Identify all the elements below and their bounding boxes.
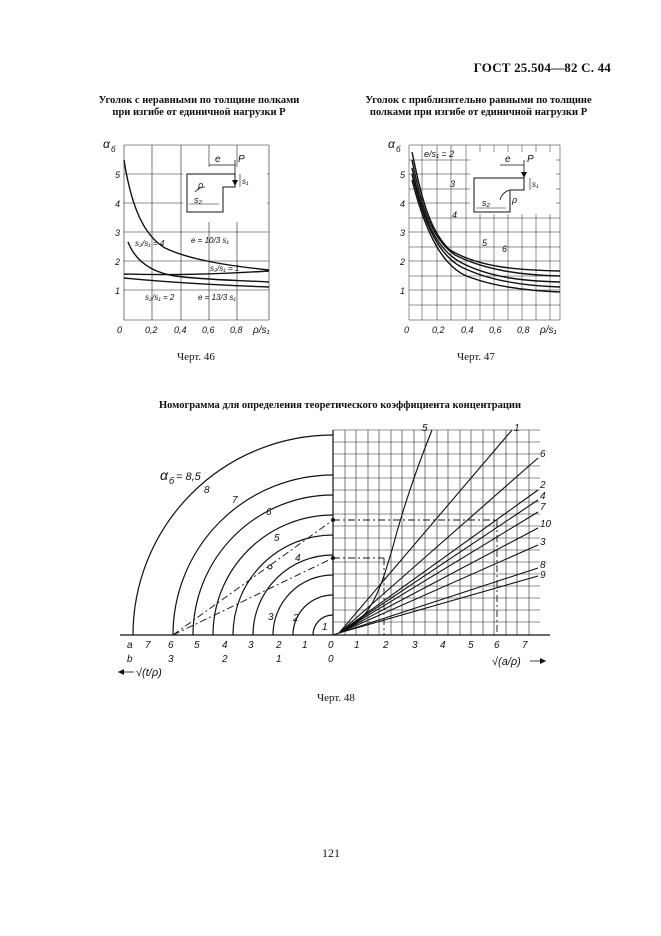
- chart47-ytick-5: 5: [400, 170, 406, 180]
- nomogram-scale-a: [127, 640, 334, 651]
- nomogram-example-point-hollow: [268, 565, 272, 569]
- nomogram-b-0: 0: [328, 654, 334, 665]
- nomogram-line-label-9: 9: [540, 570, 546, 581]
- nomogram-arcs: [133, 435, 333, 635]
- nomogram-scale-right: [354, 640, 528, 651]
- chart46-figure: [95, 130, 285, 340]
- nomogram-alpha-symbol: α: [160, 467, 168, 483]
- chart46-inset: [183, 154, 267, 222]
- chart46-title-line2: при изгибе от единичной нагрузки P: [112, 107, 286, 118]
- chart46-curve-ratio2: [124, 278, 269, 287]
- chart47-xtick-0.8: 0,8: [517, 325, 530, 335]
- chart47-inset: [470, 152, 556, 214]
- chart46-ratio1-label: s₂/s₁ = 1: [210, 264, 240, 273]
- nomogram-a-5: 5: [194, 640, 200, 651]
- chart46-inset-p: P: [238, 154, 245, 165]
- nomogram-arc-7: [193, 495, 333, 635]
- chart47-y-symbol: α: [388, 137, 395, 151]
- nomogram-arc-label-4: 4: [295, 553, 301, 564]
- chart47-figure: [380, 130, 590, 340]
- chart47-label-5: 5: [482, 238, 488, 248]
- nomogram-a-4: 4: [222, 640, 228, 651]
- chart47-ytick-3: 3: [400, 228, 406, 238]
- nomogram-b-2: 2: [222, 654, 228, 665]
- chart46-xtick-0.8: 0,8: [230, 325, 243, 335]
- nomogram-left-arrow: [118, 669, 134, 675]
- nomogram-alpha-value: = 8,5: [176, 471, 201, 483]
- nomogram-line-2: [339, 490, 538, 633]
- chart46-xtick-0.6: 0,6: [202, 325, 215, 335]
- chart47-label-3: 3: [450, 179, 456, 189]
- nomogram-line-label-6: 6: [540, 449, 546, 460]
- nomogram-lines: [333, 430, 538, 635]
- nomogram-line-10: [339, 528, 538, 633]
- nomogram-a-6: 6: [168, 640, 174, 651]
- nomogram-scale-a-name: a: [127, 640, 133, 651]
- nomogram-left-axis-label: √(t/ρ): [136, 667, 162, 679]
- chart47-title: [356, 95, 601, 119]
- chart47-title-line1: Уголок с приблизительно равными по толщине: [365, 95, 592, 106]
- chart47-label-e2: e/s₁ = 2: [424, 149, 455, 159]
- nomogram-line-label-2: 2: [540, 480, 546, 491]
- nomogram-r-4: 4: [440, 640, 446, 651]
- nomogram-alpha-sub: б: [169, 476, 175, 486]
- nomogram-caption: Черт. 48: [317, 692, 355, 704]
- chart47-ytick-4: 4: [400, 199, 406, 209]
- chart46-xtick-0.4: 0,4: [174, 325, 187, 335]
- nomogram-arc-label-5: 5: [274, 533, 280, 544]
- nomogram-arc-label-8: 8: [204, 485, 210, 496]
- nomogram-a-0: 0: [328, 640, 334, 651]
- chart46-ytick-1: 1: [115, 286, 121, 296]
- chart47-label-6: 6: [502, 244, 508, 254]
- nomogram-r-1: 1: [354, 640, 360, 651]
- nomogram-line-9: [339, 576, 538, 633]
- nomogram-arc-label-2: 2: [293, 613, 299, 624]
- nomogram-line-6: [339, 458, 538, 633]
- nomogram-arc-label-3: 3: [268, 612, 274, 623]
- chart46-title-line1: Уголок с неравными по толщине полками: [98, 95, 300, 106]
- nomogram-arc-85: [133, 435, 333, 635]
- nomogram-line-label-5: 5: [422, 423, 428, 434]
- nomogram-a-2: 2: [276, 640, 282, 651]
- nomogram-arc-label-1: 1: [322, 622, 328, 633]
- chart46-e-formula2: e = 13/3 s₁: [198, 293, 236, 302]
- chart46-title: [84, 95, 314, 119]
- nomogram-a-3: 3: [248, 640, 254, 651]
- chart46-ytick-4: 4: [115, 199, 121, 209]
- chart47-caption: Черт. 47: [457, 351, 495, 363]
- chart47-ytick-1: 1: [400, 286, 406, 296]
- chart46-inset-s1: s₁: [242, 177, 249, 186]
- nomogram-arc-label-7: 7: [232, 495, 238, 506]
- chart46-x-label: ρ/s₁: [253, 325, 270, 336]
- chart46-inset-s2: s₂: [194, 195, 202, 205]
- chart46-caption: Черт. 46: [177, 351, 215, 363]
- chart46-ytick-5: 5: [115, 170, 121, 180]
- chart47-xtick-0: 0: [404, 325, 410, 335]
- chart46-inset-rho: ρ: [198, 180, 204, 190]
- chart46-xtick-0: 0: [117, 325, 123, 335]
- chart46-curve-ratio1: [124, 271, 269, 275]
- nomogram-line-label-7: 7: [540, 502, 546, 513]
- chart47-xtick-0.2: 0,2: [432, 325, 445, 335]
- nomogram-line-label-8: 8: [540, 560, 546, 571]
- nomogram-right-axis-label: √(a/ρ): [492, 656, 521, 668]
- nomogram-right-arrow: [530, 658, 546, 664]
- chart46-ytick-3: 3: [115, 228, 121, 238]
- nomogram-r-7: 7: [522, 640, 528, 651]
- chart47-label-4: 4: [452, 210, 458, 220]
- nomogram-r-3: 3: [412, 640, 418, 651]
- nomogram-line-label-4: 4: [540, 491, 546, 502]
- nomogram-r-2: 2: [383, 640, 389, 651]
- nomogram-example-point-top: [331, 518, 335, 522]
- chart46-y-sub: б: [111, 145, 116, 154]
- nomogram-line-label-1: 1: [514, 423, 520, 434]
- chart46-ytick-2: 2: [115, 257, 121, 267]
- nomogram-a-1: 1: [302, 640, 308, 651]
- chart47-inset-s1: s₁: [532, 180, 539, 189]
- nomogram-line-1: [339, 430, 512, 633]
- chart47-inset-s2: s₂: [482, 198, 490, 208]
- chart46-curve-e13: [128, 242, 269, 282]
- nomogram-r-6: 6: [494, 640, 500, 651]
- chart47-title-line2: полками при изгибе от единичной нагрузки P: [369, 107, 588, 118]
- nomogram-scale-b-name: b: [127, 654, 133, 665]
- chart47-xtick-0.4: 0,4: [461, 325, 474, 335]
- document-header: ГОСТ 25.504—82 С. 44: [473, 60, 611, 75]
- nomogram-figure: [110, 420, 560, 685]
- chart47-inset-rho: ρ: [512, 195, 518, 205]
- chart46-xtick-0.2: 0,2: [145, 325, 158, 335]
- nomogram-b-1: 1: [276, 654, 282, 665]
- nomogram-a-7: 7: [145, 640, 151, 651]
- chart46-y-symbol: α: [103, 137, 110, 151]
- nomogram-line-label-10: 10: [540, 519, 552, 530]
- nomogram-line-label-3: 3: [540, 537, 546, 548]
- chart47-xtick-0.6: 0,6: [489, 325, 502, 335]
- chart46-e-formula1: e = 10/3 s₁: [191, 236, 229, 245]
- chart47-x-label: ρ/s₁: [540, 325, 557, 336]
- chart47-inset-p: P: [527, 154, 534, 165]
- nomogram-line-7: [339, 512, 538, 633]
- nomogram-line-8: [339, 568, 538, 633]
- chart47-ytick-2: 2: [400, 257, 406, 267]
- nomogram-scale-b: [127, 654, 334, 665]
- chart46-annotations: [135, 236, 239, 302]
- chart47-y-sub: б: [396, 145, 401, 154]
- nomogram-r-5: 5: [468, 640, 474, 651]
- chart46-ratio4-label: s₂/s₁ = 4: [135, 239, 165, 248]
- chart46-inset-e: e: [215, 154, 221, 165]
- chart46-ratio2-label: s₂/s₁ = 2: [145, 293, 175, 302]
- nomogram-arc-8: [173, 475, 333, 635]
- nomogram-example-point-mid: [331, 556, 335, 560]
- page-number: 121: [322, 846, 340, 860]
- nomogram-title: Номограмма для определения теоретического коэффициента концентрации: [158, 400, 522, 411]
- nomogram-b-3: 3: [168, 654, 174, 665]
- chart47-inset-e: e: [505, 154, 511, 165]
- nomogram-arc-label-6: 6: [266, 507, 272, 518]
